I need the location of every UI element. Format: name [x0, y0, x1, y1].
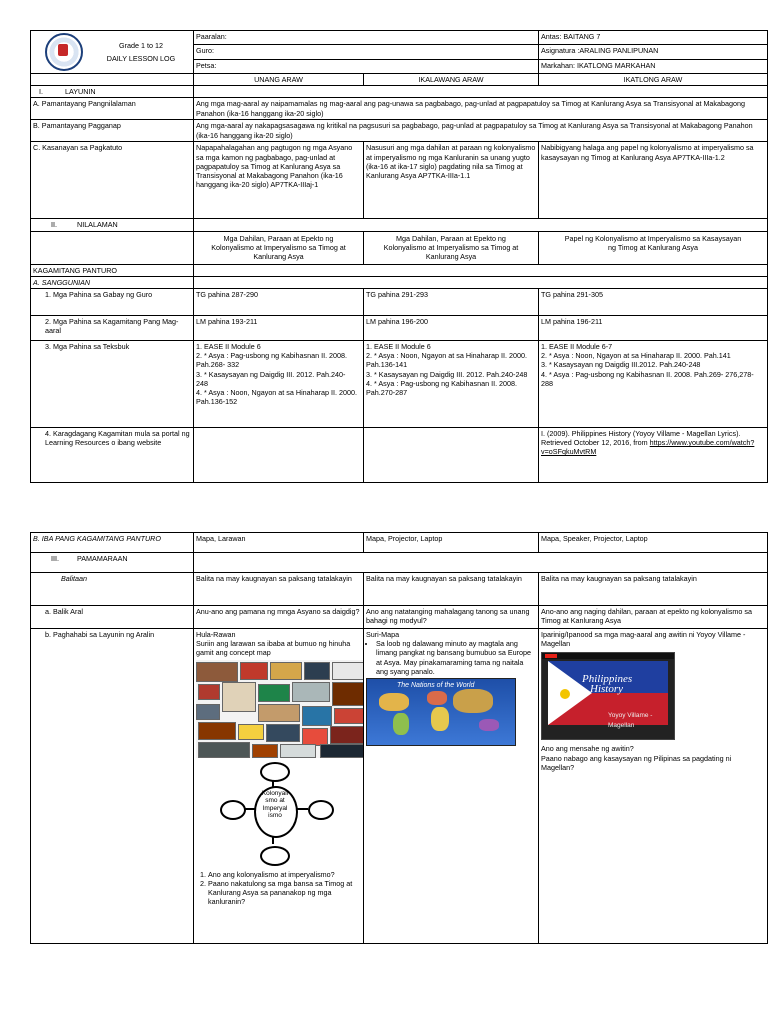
concept-map-center-text: Kolonyali smo at Imperyal ismo: [261, 789, 289, 820]
gabay-guro-day2: TG pahina 291-293: [364, 289, 539, 316]
concept-map-bottom-node: [260, 846, 290, 866]
nilalaman-heading: II. NILALAMAN: [31, 219, 194, 231]
antas-field[interactable]: Antas: BAITANG 7: [539, 31, 768, 45]
teksbuk-day3: 1. EASE II Module 6-7 2. * Asya : Noon, Ngayon at sa Hinaharap II. 2000. Pah.141 3. * Kasaysayan ng Daigdig III.2012. Pah.240-248 4. * Asya : Pag-usbong ng Kabihasnan II. 2008. Pah.269- 276,278-288: [539, 341, 768, 428]
teksbuk-day1: 1. EASE II Module 6 2. * Asya : Pag-usbong ng Kabihasnan II. 2008. Pah.268- 332 3. * Kasaysayan ng Daigdig III. 2012. Pah.240- 248 4. * Asya : Noon, Ngayon at sa Hinaharap II. 2000. Pah.136-152: [194, 341, 364, 428]
asignatura-field[interactable]: Asignatura :ARALING PANLIPUNAN: [539, 45, 768, 59]
kagamitang-mag-aaral-label: 2. Mga Pahina sa Kagamitang Pang Mag-aaral: [31, 316, 194, 341]
gabay-guro-day1: TG pahina 287-290: [194, 289, 364, 316]
youtube-link[interactable]: https://www.youtube.com/watch?v=oSFqkuMvtRM: [541, 438, 755, 457]
grade-label: Grade 1 to 12: [119, 40, 163, 50]
nilalaman-day3: Papel ng Kolonyalismo at Imperyalismo sa Kasaysayan ng Timog at Kanlurang Asya: [539, 231, 768, 264]
nilalaman-day1: Mga Dahilan, Paraan at Epekto ng Kolonyalismo at Imperyalismo sa Timog at Kanlurang Asya: [194, 231, 364, 264]
gabay-guro-day3: TG pahina 291-305: [539, 289, 768, 316]
nilalaman-day2: Mga Dahilan, Paraan at Epekto ng Kolonyalismo at Imperyalismo sa Timog at Kanlurang Asya: [364, 231, 539, 264]
markahan-field[interactable]: Markahan: IKATLONG MARKAHAN: [539, 59, 768, 73]
kagamitang-mag-aaral-day3: LM pahina 196-211: [539, 316, 768, 341]
pamantayang-pagganap-label: B. Pamantayang Pagganap: [31, 120, 194, 142]
kagamitan-heading: KAGAMITANG PANTURO: [31, 264, 194, 276]
iba-pang-kagamitan-day3: Mapa, Speaker, Projector, Laptop: [539, 533, 768, 553]
video-thumbnail[interactable]: Philippines History Yoyoy Villame - Magellan: [541, 652, 675, 740]
day1-header: UNANG ARAW: [194, 74, 364, 86]
concept-map-left-node: [220, 800, 246, 820]
paghahabi-day2: Suri-Mapa • Sa loob ng dalawang minuto ay magtala ang limang pangkat ng bansang bumubuo sa Europe at Asya. May pinakamaraming tama ng naitala ang syang panalo. The Nations of the World: [364, 629, 539, 944]
kagamitang-mag-aaral-day1: LM pahina 193-211: [194, 316, 364, 341]
pamamaraan-heading: III. PAMAMARAAN: [31, 553, 194, 573]
deped-seal-icon: [45, 33, 83, 71]
pamantayang-pagganap-text: Ang mga-aaral ay nakapagsasagawa ng kritikal na pagsusuri sa pagbabago, pag-unlad at pagpapatuloy sa Timog at Kanlurang Asya sa Transisyonal at Makabagong Panahon (ika-16 hanggang ika-20 siglo): [194, 120, 768, 142]
iba-pang-kagamitan-day1: Mapa, Larawan: [194, 533, 364, 553]
day2-header: IKALAWANG ARAW: [364, 74, 539, 86]
kasanayan-day2: Nasusuri ang mga dahilan at paraan ng kolonyalismo at imperyalismo ng mga Kanluranin sa unang yugto (ika-16 at ika-17 siglo) pagdating nila sa Timog at Kanlurang Asya AP7TKA-IIIa-1.1: [364, 142, 539, 219]
balik-aral-day1: Anu-ano ang pamana ng mnga Asyano sa daigdig?: [194, 606, 364, 629]
guro-field[interactable]: Guro:: [194, 45, 539, 59]
petsa-field[interactable]: Petsa:: [194, 59, 539, 73]
header-logo-cell: [31, 31, 194, 74]
day3-header: IKATLONG ARAW: [539, 74, 768, 86]
iba-pang-kagamitan-day2: Mapa, Projector, Laptop: [364, 533, 539, 553]
world-map-image: The Nations of the World: [366, 678, 516, 746]
balitaan-day3: Balita na may kaugnayan sa paksang tatalakayin: [539, 573, 768, 606]
kasanayan-label: C. Kasanayan sa Pagkatuto: [31, 142, 194, 219]
balik-aral-day2: Ano ang natatanging mahalagang tanong sa unang bahagi ng modyul?: [364, 606, 539, 629]
karagdagang-kagamitan-day3: I. (2009). Philippines History (Yoyoy Villame - Magellan Lyrics). Retrieved October 12, 2016, from https://www.youtube.com/watch?v=oSFqkuMvtRM: [539, 428, 768, 483]
kagamitang-mag-aaral-day2: LM pahina 196-200: [364, 316, 539, 341]
pamantayang-pangnilalaman-label: A. Pamantayang Pangnilalaman: [31, 98, 194, 120]
picture-collage-image: [196, 660, 364, 758]
balitaan-label: Balitaan: [31, 573, 194, 606]
paghahabi-label: b. Paghahabi sa Layunin ng Aralin: [31, 629, 194, 944]
paghahabi-day3: Iparinig/Ipanood sa mga mag-aaral ang awitin ni Yoyoy Villame - Magellan Philippines History Yoyoy Villame - Magellan Ano ang mensahe ng awitin? Paano nabago ang kasaysayan ng Pilipinas sa pagdating ni Magellan?: [539, 629, 768, 944]
karagdagang-kagamitan-label: 4. Karagdagang Kagamitan mula sa portal ng Learning Resources o ibang website: [31, 428, 194, 483]
log-label: DAILY LESSON LOG: [106, 54, 176, 63]
paghahabi-day1: Hula-Rawan Suriin ang larawan sa ibaba at bumuo ng hinuha gamit ang concept map Kolonyali smo at Imperyal ismo 1. Ano ang kolonyalismo at imperyalismo? 2. Paano nakatulong sa mga bansa sa Timog at Kanlurang Asya sa pananakop ng mga kanluranin?: [194, 629, 364, 944]
iba-pang-kagamitan-label: B. IBA PANG KAGAMITANG PANTURO: [31, 533, 194, 553]
layunin-heading: I. LAYUNIN: [31, 86, 194, 98]
teksbuk-day2: 1. EASE II Module 6 2. * Asya : Noon, Ngayon at sa Hinaharap II. 2000. Pah.136-141 3. * Kasaysayan ng Daigdig III. 2012. Pah.240-248 4. * Asya : Pag-usbong ng Kabihasnan II. 2008. Pah.270-287: [364, 341, 539, 428]
gabay-guro-label: 1. Mga Pahina sa Gabay ng Guro: [31, 289, 194, 316]
paaralan-field[interactable]: Paaralan:: [194, 31, 539, 45]
concept-map-right-node: [308, 800, 334, 820]
balitaan-day2: Balita na may kaugnayan sa paksang tatalakayin: [364, 573, 539, 606]
lesson-log-table-bottom: [30, 532, 768, 944]
balik-aral-day3: Ano-ano ang naging dahilan, paraan at epekto ng kolonyalismo sa Timog at Kanlurang Asya: [539, 606, 768, 629]
balitaan-day1: Balita na may kaugnayan sa paksang tatalakayin: [194, 573, 364, 606]
sanggunian-heading: A. SANGGUNIAN: [31, 276, 194, 288]
pamantayang-pangnilalaman-text: Ang mga mag-aaral ay naipamamalas ng mag-aaral ang pag-unawa sa pagbabago, pag-unlad at pagpapatuloy sa Timog at Kanlurang Asya sa Transisyonal at Makabagong Panahon (ika-16 hanggang ika-20 siglo): [194, 98, 768, 120]
concept-map-diagram: [196, 760, 356, 870]
concept-map-top-node: [260, 762, 290, 782]
kasanayan-day1: Napapahalagahan ang pagtugon ng mga Asyano sa mga kamon ng pagbabago, pag-unlad at pagpapatuloy sa Timog at Kanlurang Asya sa Transisyonal at Makabagong Panahon (ika-16 hanggang ika-20 siglo) AP7TKA-IIIaj-1: [194, 142, 364, 219]
kasanayan-day3: Nabibigyang halaga ang papel ng kolonyalismo at imperyalismo sa kasaysayan ng Timog at Kanlurang Asya AP7TKA-IIIa-1.2: [539, 142, 768, 219]
teksbuk-label: 3. Mga Pahina sa Teksbuk: [31, 341, 194, 428]
lesson-log-table-top: [30, 30, 768, 483]
youtube-logo-icon: [545, 654, 557, 658]
balik-aral-label: a. Balik Aral: [31, 606, 194, 629]
